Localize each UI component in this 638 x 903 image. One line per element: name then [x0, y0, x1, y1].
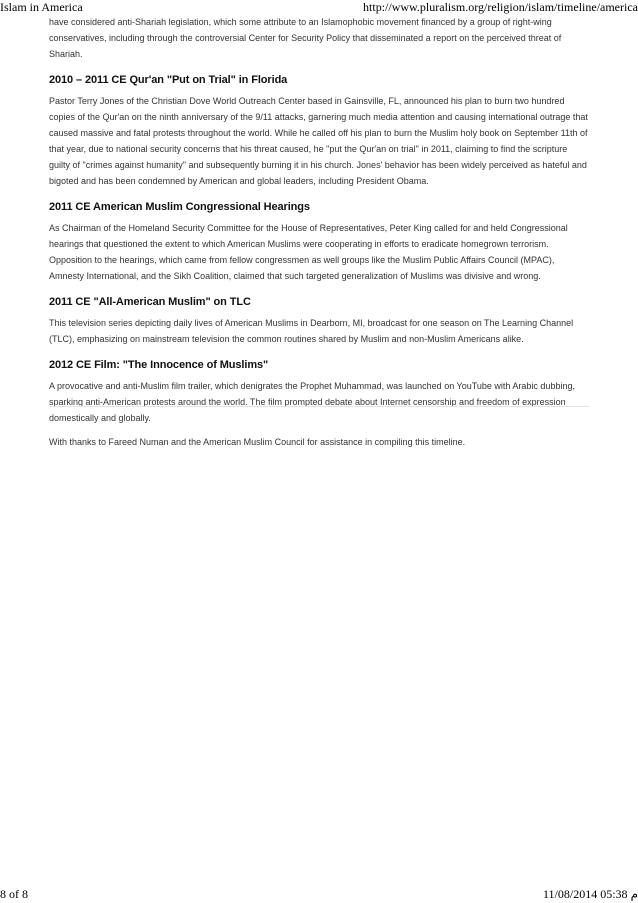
print-header — [0, 0, 638, 15]
print-footer — [0, 887, 638, 902]
timeline-heading: 2010 – 2011 CE Qur'an "Put on Trial" in Florida — [49, 74, 288, 86]
page-title: Islam in America — [0, 0, 83, 14]
timeline-body: This television series depicting daily lives of American Muslims in Dearborn, MI, broadcast for one season on The Learning Channel (TLC), emphasizing on mainstream television the common routines shared by Muslim and non-Muslim Americans alike. — [49, 318, 574, 344]
timeline-entry-innocence-of-muslims — [49, 358, 589, 426]
page-url: http://www.pluralism.org/religion/islam/timeline/america — [363, 0, 638, 14]
timeline-body: A provocative and anti-Muslim film trailer, which denigrates the Prophet Muhammad, was launched on YouTube with Arabic dubbing, sparking anti-American protests around the world. The film prompted debate about Internet censorship and freedom of expression domestically and globally. — [49, 381, 575, 423]
page-number: 8 of 8 — [0, 887, 28, 901]
timeline-entry-quran-trial — [49, 73, 589, 189]
timeline-entry-congressional-hearings — [49, 200, 589, 284]
intro-paragraph: have considered anti-Shariah legislation, which some attribute to an Islamophobic movement financed by a group of right-wing conservatives, including through the controversial Center for Security Policy that disseminated a report on the perceived threat of Shariah. — [49, 17, 562, 59]
timeline-body: As Chairman of the Homeland Security Committee for the House of Representatives, Peter King called for and held Congressional hearings that questioned the extent to which American Muslims were cooperating in efforts to eradicate homegrown terrorism. Opposition to the hearings, which came from fellow congressmen as well groups like the Muslim Public Affairs Council (MPAC), Amnesty International, and the Sikh Coalition, claimed that such targeted generalization of Muslims was divisive and wrong. — [49, 223, 568, 281]
timeline-heading: 2011 CE American Muslim Congressional Hearings — [49, 201, 310, 213]
print-datetime: 11/08/2014 05:38 م — [543, 887, 638, 901]
timeline-heading: 2012 CE Film: "The Innocence of Muslims" — [49, 359, 269, 371]
timeline-heading: 2011 CE "All-American Muslim" on TLC — [49, 296, 251, 308]
acknowledgement-text: With thanks to Fareed Numan and the American Muslim Council for assistance in compiling this timeline. — [49, 437, 466, 447]
article-content — [49, 14, 589, 426]
timeline-entry-all-american-muslim — [49, 295, 589, 347]
section-divider — [49, 406, 589, 407]
timeline-body: Pastor Terry Jones of the Christian Dove World Outreach Center based in Gainsville, FL, announced his plan to burn two hundred copies of the Qur'an on the ninth anniversary of the 9/11 attacks, garnering much media attention and causing international outrage that caused massive and fatal protests throughout the world. While he called off his plan to burn the Muslim holy book on September 11th of that year, due to national security concerns that his threat caused, he "put the Qur'an on trial" in 2011, claiming to find the scripture guilty of "crimes against humanity" and subsequently burning it in his church. Jones' behavior has been widely perceived as hateful and bigoted and has been condemned by American and global leaders, including President Obama. — [49, 96, 588, 186]
